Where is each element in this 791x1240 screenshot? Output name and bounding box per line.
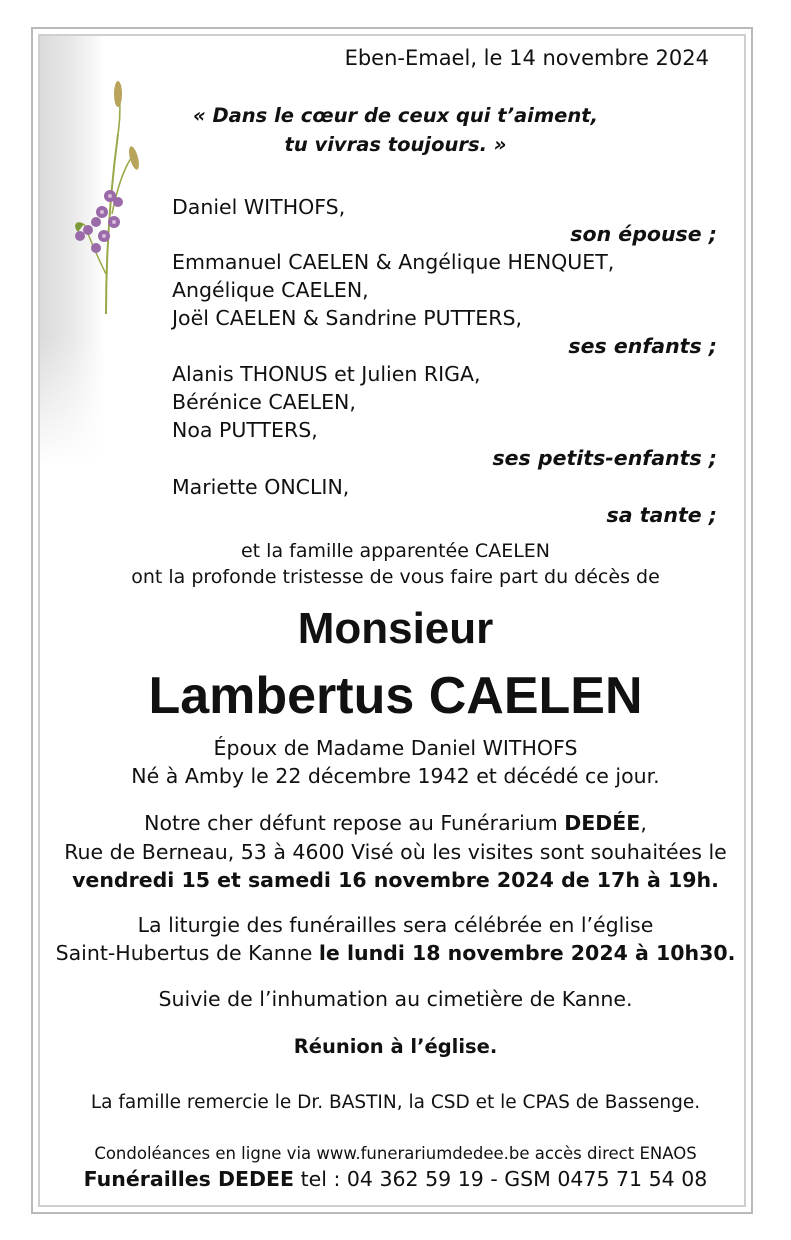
- meeting-info: Réunion à l’église.: [293, 1035, 498, 1058]
- footer-contact: [0, 1165, 791, 1193]
- visitation-line-2: Rue de Berneau, 53 à 4600 Visé où les visites sont souhaitées le: [64, 840, 727, 864]
- family-name: Emmanuel CAELEN & Angélique HENQUET,: [172, 250, 615, 274]
- deceased-name: Lambertus CAELEN: [148, 667, 643, 725]
- quote-line-2: tu vivras toujours. »: [284, 133, 507, 156]
- liturgy-line-2: [0, 939, 791, 967]
- family-name: Noa PUTTERS,: [172, 418, 318, 442]
- condolences-line: Condoléances en ligne via www.funerariumdedee.be accès direct ENAOS: [94, 1144, 697, 1163]
- family-name: Angélique CAELEN,: [172, 278, 369, 302]
- deceased-spouse: Époux de Madame Daniel WITHOFS: [213, 736, 578, 760]
- company-phones: tel : 04 362 59 19 - GSM 0475 71 54 08: [294, 1167, 708, 1191]
- funerarium-name: DEDÉE: [564, 811, 641, 835]
- family-relation: sa tante ;: [606, 503, 717, 527]
- family-name: Daniel WITHOFS,: [172, 195, 346, 219]
- liturgy-place: Saint-Hubertus de Kanne: [55, 941, 319, 965]
- place-date: Eben-Emael, le 14 novembre 2024: [344, 46, 709, 70]
- announcement-line-1: et la famille apparentée CAELEN: [240, 540, 551, 562]
- family-name: Mariette ONCLIN,: [172, 475, 350, 499]
- quote-line-1: « Dans le cœur de ceux qui t’aiment,: [192, 104, 598, 127]
- family-relation: ses enfants ;: [568, 334, 717, 358]
- family-name: Bérénice CAELEN,: [172, 390, 356, 414]
- visitation-text: Notre cher défunt repose au Funérarium: [144, 811, 565, 835]
- liturgy-date: le lundi 18 novembre 2024 à 10h30.: [318, 941, 736, 965]
- visitation-comma: ,: [640, 811, 647, 835]
- thanks-line: La famille remercie le Dr. BASTIN, la CSD et le CPAS de Bassenge.: [90, 1092, 701, 1113]
- family-name: Joël CAELEN & Sandrine PUTTERS,: [172, 306, 523, 330]
- announcement-line-2: ont la profonde tristesse de vous faire part du décès de: [131, 566, 660, 588]
- visitation-line-1: [0, 809, 791, 837]
- liturgy-line-1: La liturgie des funérailles sera célébrée en l’église: [137, 913, 654, 937]
- visitation-dates: vendredi 15 et samedi 16 novembre 2024 de 17h à 19h.: [72, 868, 719, 892]
- deceased-title: Monsieur: [297, 604, 494, 653]
- burial-info: Suivie de l’inhumation au cimetière de Kanne.: [158, 987, 633, 1011]
- family-relation: ses petits-enfants ;: [492, 446, 717, 470]
- company-name: Funérailles DEDEE: [83, 1167, 295, 1191]
- family-name: Alanis THONUS et Julien RIGA,: [172, 362, 481, 386]
- deceased-birth-death: Né à Amby le 22 décembre 1942 et décédé ce jour.: [131, 764, 660, 788]
- family-relation: son épouse ;: [570, 222, 717, 246]
